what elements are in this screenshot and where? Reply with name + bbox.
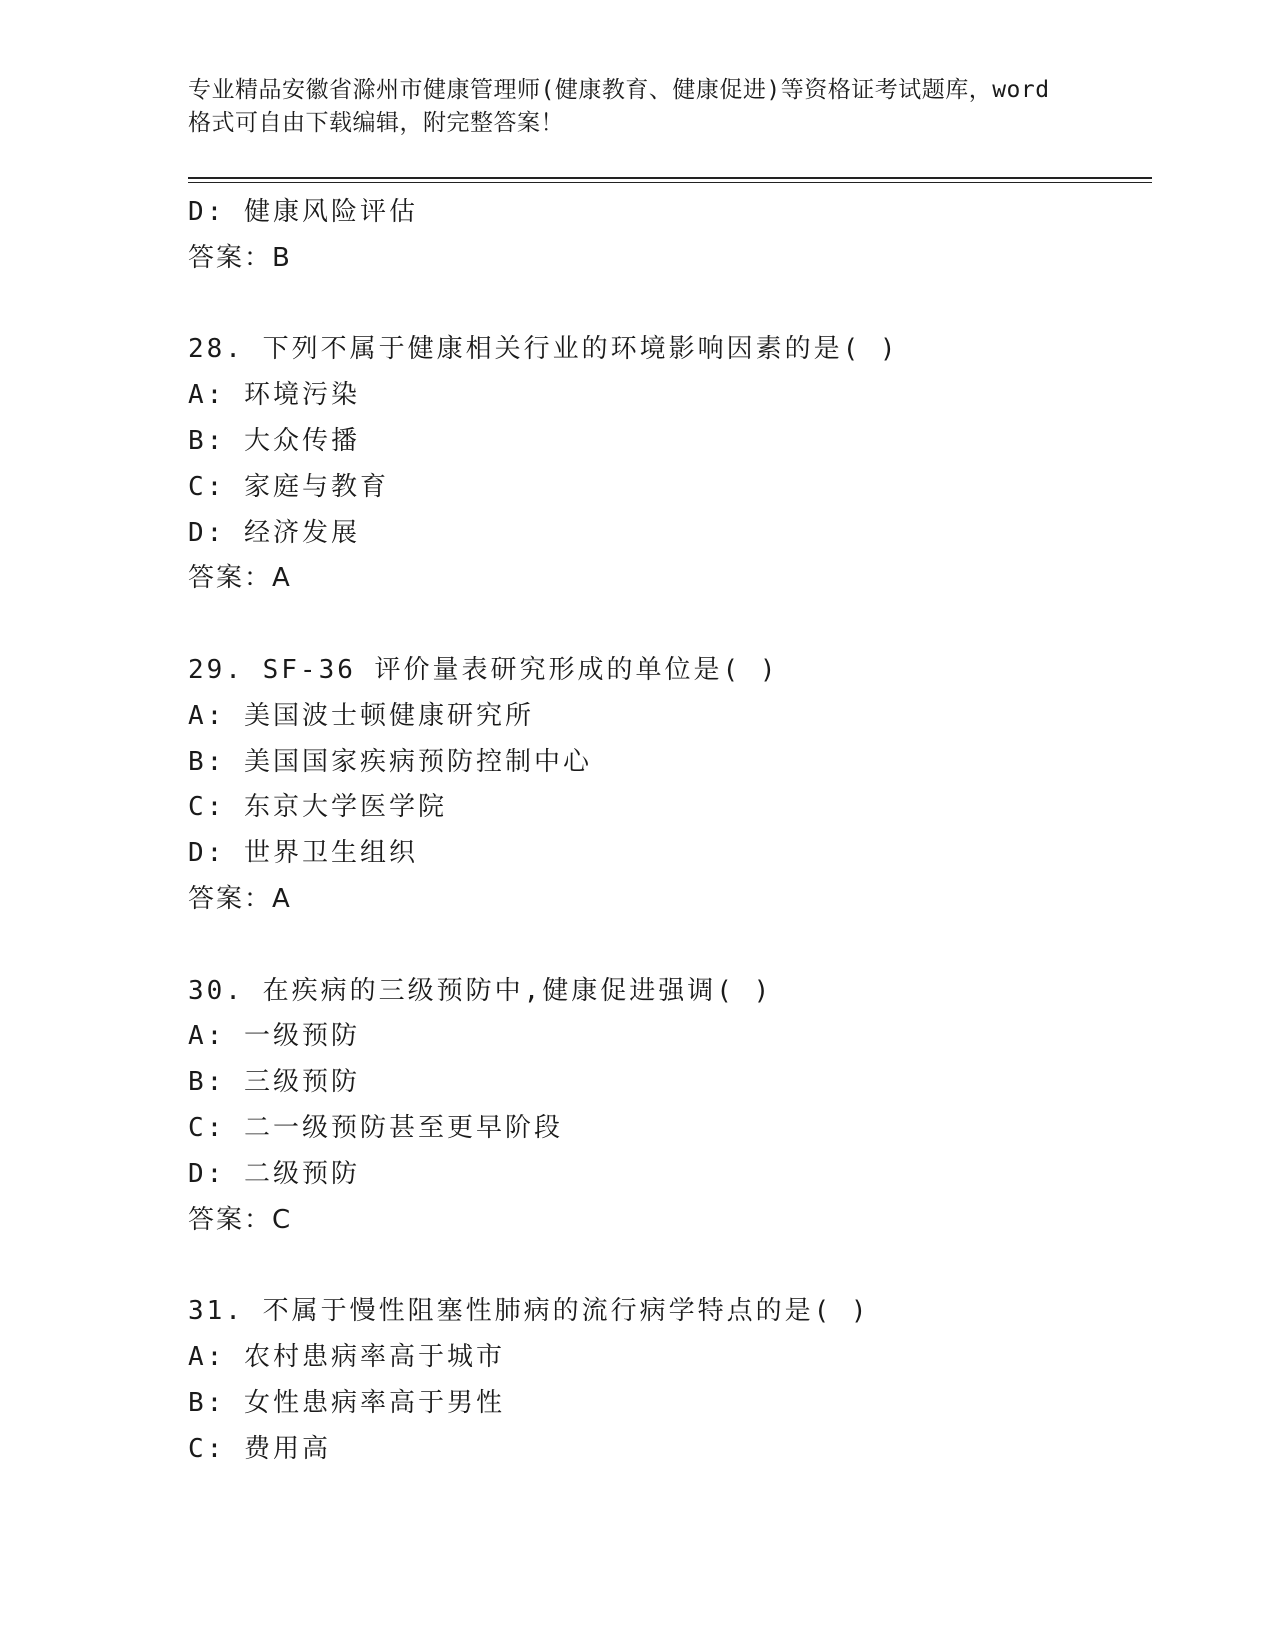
header-rule-thick: [188, 177, 1152, 179]
answer: 答案：A: [188, 563, 292, 594]
question-block-30: [188, 969, 1148, 1244]
option-a: A: 环境污染: [188, 380, 360, 411]
option-b: B: 三级预防: [188, 1067, 360, 1098]
header-rule-thin: [188, 182, 1152, 183]
option-b: B: 女性患病率高于男性: [188, 1387, 505, 1418]
question-text: 31. 不属于慢性阻塞性肺病的流行病学特点的是( ): [188, 1296, 870, 1327]
answer: 答案：A: [188, 883, 292, 914]
option-b: B: 美国国家疾病预防控制中心: [188, 746, 592, 777]
option-b: B: 大众传播: [188, 425, 360, 456]
option-a: A: 美国波士顿健康研究所: [188, 700, 534, 731]
answer: 答案：C: [188, 1204, 293, 1235]
option-d: D: 世界卫生组织: [188, 838, 418, 869]
question-block-27-tail: [188, 190, 1148, 282]
answer: 答案：B: [188, 242, 292, 273]
question-block-31: [188, 1289, 1148, 1472]
spacer: [188, 602, 1148, 648]
spacer: [188, 923, 1148, 969]
question-list: [188, 190, 1148, 1472]
question-block-29: [188, 648, 1148, 923]
option-c: C: 费用高: [188, 1433, 331, 1464]
option-d: D: 健康风险评估: [188, 197, 418, 227]
question-text: 28. 下列不属于健康相关行业的环境影响因素的是( ): [188, 334, 899, 365]
spacer: [188, 282, 1148, 328]
option-d: D: 经济发展: [188, 517, 360, 548]
question-text: 29. SF-36 评价量表研究形成的单位是( ): [188, 654, 779, 685]
option-c: C: 二一级预防甚至更早阶段: [188, 1112, 563, 1143]
question-block-28: [188, 327, 1148, 602]
option-a: A: 一级预防: [188, 1021, 360, 1052]
header-line-2: 格式可自由下载编辑，附完整答案！: [188, 110, 564, 136]
option-c: C: 东京大学医学院: [188, 792, 447, 823]
document-header: [188, 74, 1088, 140]
option-a: A: 农村患病率高于城市: [188, 1341, 505, 1372]
question-text: 30. 在疾病的三级预防中,健康促进强调( ): [188, 975, 773, 1006]
option-d: D: 二级预防: [188, 1158, 360, 1189]
spacer: [188, 1243, 1148, 1289]
header-line-1: 专业精品安徽省滁州市健康管理师(健康教育、健康促进)等资格证考试题库，word: [188, 77, 1050, 103]
option-c: C: 家庭与教育: [188, 471, 389, 502]
